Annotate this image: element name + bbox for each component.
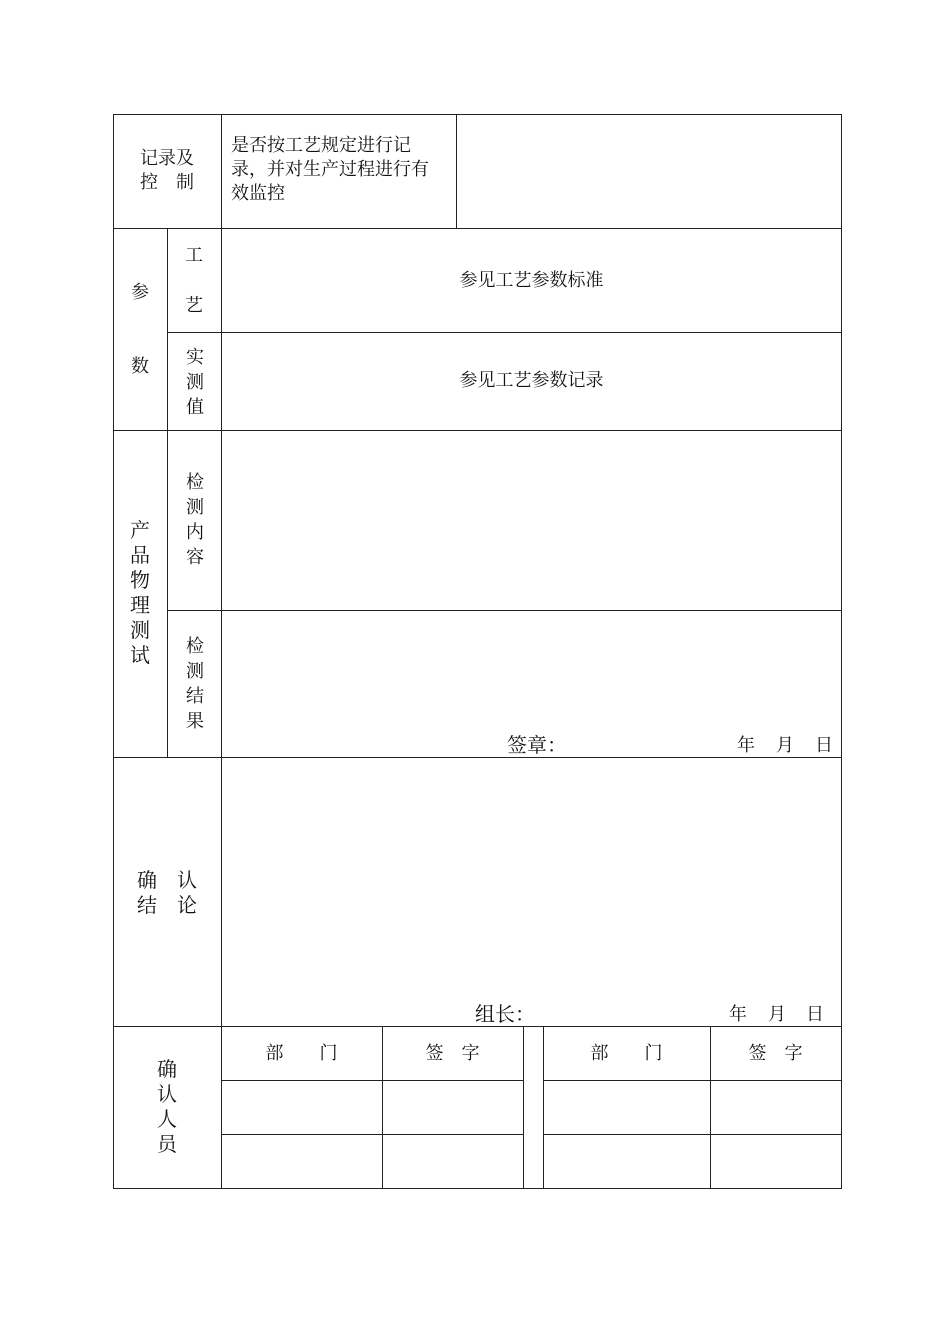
sublabel-divider-params: [167, 228, 168, 431]
sublabel-divider-physical: [167, 430, 168, 758]
staff-header-signature-2: 签 字: [748, 1043, 803, 1064]
measured-char-2: 测: [186, 372, 204, 393]
question-line-1: 是否按工艺规定进行记: [231, 135, 411, 156]
staff-header-department-2: 部 门: [590, 1043, 663, 1064]
staff-row-2a: [221, 1134, 524, 1135]
measured-char-3: 值: [186, 397, 204, 418]
question-line-3: 效监控: [231, 183, 285, 204]
staff-char-3: 人: [157, 1107, 177, 1131]
physical-char-2: 品: [130, 543, 150, 567]
row-divider-params-mid: [167, 332, 842, 333]
table-border-top: [113, 114, 842, 115]
measured-value: 参见工艺参数记录: [459, 370, 604, 391]
physical-test-label: [125, 518, 155, 668]
record-row-divider: [456, 114, 457, 229]
leader-year: 年: [729, 1004, 747, 1025]
staff-cell-r1-department-2[interactable]: [547, 1084, 706, 1130]
staff-cell-r1-department-1[interactable]: [225, 1084, 378, 1130]
staff-col-2: [523, 1026, 524, 1189]
record-control-label-line1: 记录及: [140, 148, 194, 169]
test-result-cell[interactable]: [225, 614, 837, 724]
row-divider-physical-mid: [167, 610, 842, 611]
physical-char-6: 试: [130, 643, 150, 667]
staff-char-1: 确: [157, 1057, 177, 1081]
physical-char-1: 产: [130, 518, 150, 542]
parameters-label-char-2: 数: [131, 356, 149, 377]
result-char-2: 测: [186, 661, 204, 682]
conclusion-label-line2: 结 论: [137, 893, 197, 917]
staff-cell-r2-department-2[interactable]: [547, 1138, 706, 1184]
content-char-3: 内: [186, 522, 204, 543]
staff-cell-r1-signature-1[interactable]: [386, 1084, 519, 1130]
staff-char-2: 认: [157, 1082, 177, 1106]
content-char-2: 测: [186, 497, 204, 518]
staff-header-department-1: 部 门: [265, 1043, 338, 1064]
conclusion-label: [113, 868, 221, 918]
content-char-1: 检: [186, 472, 204, 493]
process-label-char-2: 艺: [185, 295, 203, 316]
sign-label: 签章：: [507, 733, 567, 757]
staff-row-2b: [543, 1134, 842, 1135]
record-control-label: [113, 147, 221, 195]
record-control-label-line2: 控 制: [140, 172, 194, 193]
sign-year: 年: [737, 735, 755, 756]
conclusion-label-line1: 确 认: [137, 868, 197, 892]
record-control-question: [231, 134, 429, 206]
process-label-char-1: 工: [185, 245, 203, 266]
conclusion-cell[interactable]: [225, 761, 837, 993]
test-content-cell[interactable]: [225, 434, 837, 606]
staff-char-4: 员: [157, 1132, 177, 1156]
row-divider-3: [113, 757, 842, 758]
staff-cell-r1-signature-2[interactable]: [714, 1084, 837, 1130]
sign-day: 日: [815, 735, 833, 756]
staff-cell-r2-signature-1[interactable]: [386, 1138, 519, 1184]
physical-char-5: 测: [130, 618, 150, 642]
physical-char-3: 物: [130, 568, 150, 592]
content-char-4: 容: [186, 547, 204, 568]
row-divider-2: [113, 430, 842, 431]
physical-char-4: 理: [130, 593, 150, 617]
leader-day: 日: [806, 1004, 824, 1025]
measured-label: [180, 345, 210, 420]
process-value: 参见工艺参数标准: [459, 270, 604, 291]
staff-cell-r2-department-1[interactable]: [225, 1138, 378, 1184]
row-divider-1: [113, 228, 842, 229]
parameters-label-char-1: 参: [131, 282, 149, 303]
result-char-4: 果: [186, 711, 204, 732]
leader-label: 组长：: [475, 1002, 535, 1026]
staff-cell-r2-signature-2[interactable]: [714, 1138, 837, 1184]
test-result-label: [180, 634, 210, 734]
table-border-bottom: [113, 1188, 842, 1189]
question-line-2: 录，并对生产过程进行有: [231, 159, 429, 180]
staff-header-signature-1: 签 字: [425, 1043, 480, 1064]
staff-row-1b: [543, 1080, 842, 1081]
table-border-left: [113, 114, 114, 1189]
leader-month: 月: [768, 1004, 786, 1025]
record-control-answer-cell[interactable]: [460, 118, 838, 224]
sign-month: 月: [776, 735, 794, 756]
test-content-label: [180, 470, 210, 570]
staff-row-1a: [221, 1080, 524, 1081]
result-char-1: 检: [186, 636, 204, 657]
confirm-staff-label: [152, 1057, 182, 1157]
result-char-3: 结: [186, 686, 204, 707]
measured-char-1: 实: [186, 347, 204, 368]
